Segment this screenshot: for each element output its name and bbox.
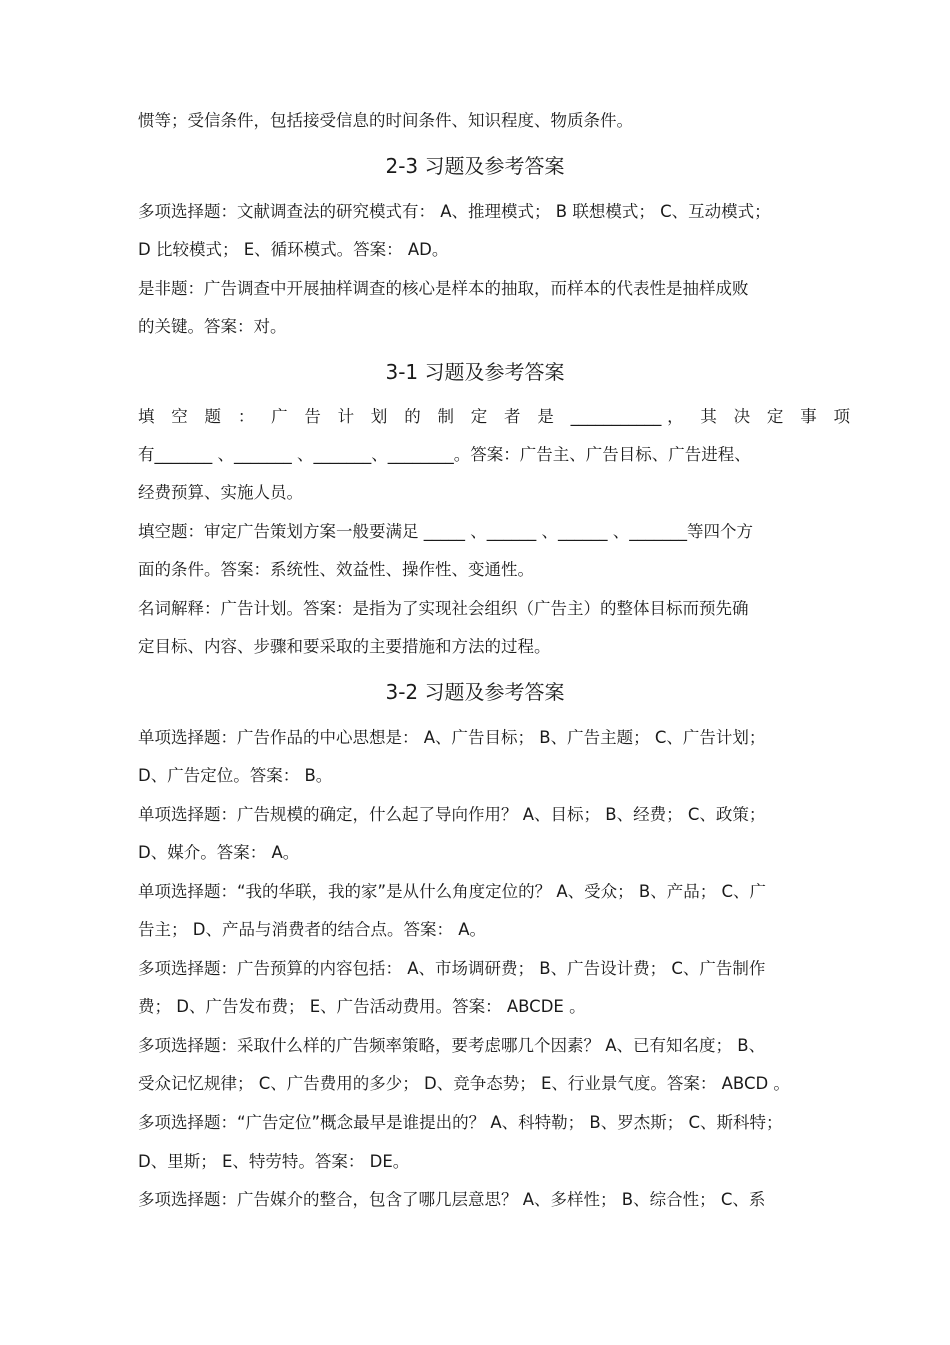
text-line: 填空题：审定广告策划方案一般要满足 _____ 、______ 、______ 、_______等四个方 [138, 522, 753, 541]
text-line: D、广告定位。答案： B。 [138, 766, 333, 785]
text-line: 名词解释：广告计划。答案：是指为了实现社会组织（广告主）的整体目标而预先确 [138, 599, 749, 618]
section-heading: 3-1 习题及参考答案 [385, 360, 565, 384]
section-heading: 3-2 习题及参考答案 [385, 680, 565, 704]
text-line: 单项选择题：广告作品的中心思想是： A、广告目标； B、广告主题； C、广告计划； [138, 728, 766, 747]
text-line: D 比较模式； E、循环模式。答案： AD。 [138, 240, 449, 259]
text-line: 多项选择题：“广告定位”概念最早是谁提出的？ A、科特勒； B、罗杰斯； C、斯科特； [138, 1113, 783, 1132]
text-line: D、里斯； E、特劳特。答案： DE。 [138, 1152, 410, 1171]
text-line: 定目标、内容、步骤和要采取的主要措施和方法的过程。 [138, 637, 551, 656]
text-line: 多项选择题：广告预算的内容包括： A、市场调研费； B、广告设计费； C、广告制作 [138, 959, 766, 978]
text-line: 多项选择题：广告媒介的整合，包含了哪几层意思？ A、多样性； B、综合性； C、系 [138, 1190, 766, 1209]
text-line: 面的条件。答案：系统性、效益性、操作性、变通性。 [138, 560, 534, 579]
text-line: 受众记忆规律； C、广告费用的多少； D、竞争态势； E、行业景气度。答案： ABCD 。 [138, 1074, 790, 1093]
text-line: 的关键。答案：对。 [138, 317, 287, 336]
text-line: 单项选择题：广告规模的确定，什么起了导向作用？ A、目标； B、经费； C、政策； [138, 805, 766, 824]
text-line: 多项选择题：采取什么样的广告频率策略，要考虑哪几个因素？ A、已有知名度； B、 [138, 1036, 766, 1055]
text-line: 经费预算、实施人员。 [138, 483, 303, 502]
text-line: 多项选择题：文献调查法的研究模式有： A、推理模式； B 联想模式； C、互动模式； [138, 202, 771, 221]
text-line: 费； D、广告发布费； E、广告活动费用。答案： ABCDE 。 [138, 997, 586, 1016]
text-line: D、媒介。答案： A。 [138, 843, 300, 862]
text-line: 有_______ 、_______ 、_______、________。答案：广告主、广告目标、广告进程、 [138, 445, 751, 464]
text-line: 填 空 题 ： 广 告 计 划 的 制 定 者 是 ___________， 其 决 定 事 项 [138, 407, 850, 426]
section-heading: 2-3 习题及参考答案 [385, 154, 565, 178]
text-line: 告主； D、产品与消费者的结合点。答案： A。 [138, 920, 486, 939]
text-line: 单项选择题：“我的华联，我的家”是从什么角度定位的？ A、受众； B、产品； C、广 [138, 882, 766, 901]
text-line: 惯等；受信条件，包括接受信息的时间条件、知识程度、物质条件。 [138, 111, 633, 130]
text-line: 是非题：广告调查中开展抽样调查的核心是样本的抽取，而样本的代表性是抽样成败 [138, 279, 749, 298]
